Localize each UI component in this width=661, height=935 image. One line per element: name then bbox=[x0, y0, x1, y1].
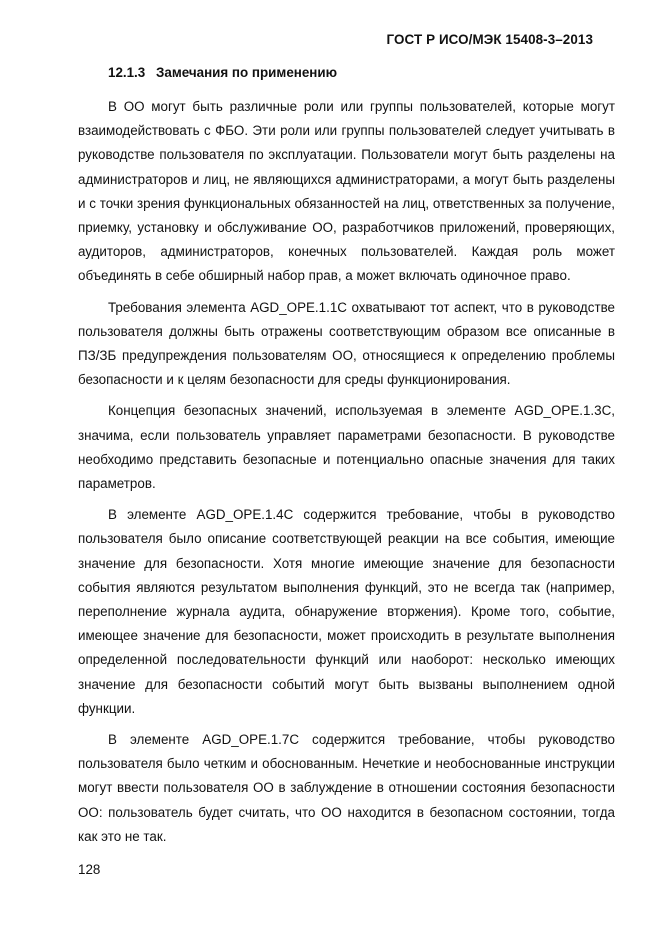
paragraph-5: В элементе AGD_OPE.1.7C содержится требование, чтобы руководство пользователя было четким и обоснованным. Нечеткие и необоснованные инструкции могут ввести пользователя ОО в заблуждение в отношении состояния безопасности ОО: пользователь будет считать, что ОО находится в безопасном состоянии, тогда как это не так. bbox=[78, 732, 615, 844]
section-title-text: Замечания по применению bbox=[156, 65, 338, 80]
section-heading bbox=[108, 65, 337, 80]
body-text bbox=[78, 95, 615, 856]
paragraph-1: В ОО могут быть различные роли или группы пользователей, которые могут взаимодействовать с ФБО. Эти роли или группы пользователей следует учитывать в руководстве пользователя по эксплуатации. Пользователи могут быть разделены на администраторов и лиц, не являющихся администраторами, а могут быть разделены и с точки зрения функциональных обязанностей на лиц, ответственных за получение, приемку, установку и обслуживание ОО, разработчиков приложений, проверяющих, аудиторов, администраторов, конечных пользователей. Каждая роль может объединять в себе обширный набор прав, а может включать одиночное право. bbox=[78, 99, 615, 284]
paragraph-4: В элементе AGD_OPE.1.4C содержится требование, чтобы в руководство пользователя было описание соответствующей реакции на все события, имеющие значение для безопасности. Хотя многие имеющие значение для безопасности события являются результатом выполнения функций, это не всегда так (например, переполнение журнала аудита, обнаружение вторжения). Кроме того, событие, имеющее значение для безопасности, может происходить в результате выполнения определенной последовательности функций или наоборот: несколько имеющих значение для безопасности событий могут быть вызваны выполнением одной функции. bbox=[78, 507, 615, 716]
section-number: 12.1.3 bbox=[108, 65, 146, 80]
page-number: 128 bbox=[78, 862, 101, 877]
paragraph-3: Концепция безопасных значений, используемая в элементе AGD_OPE.1.3C, значима, если пользователь управляет параметрами безопасности. В руководстве необходимо представить безопасные и потенциально опасные значения для таких параметров. bbox=[78, 403, 615, 492]
paragraph-2: Требования элемента AGD_OPE.1.1C охватывают тот аспект, что в руководстве пользователя должны быть отражены соответствующим образом все описанные в ПЗ/ЗБ предупреждения пользователям ОО, относящиеся к определению проблемы безопасности и к целям безопасности для среды функционирования. bbox=[78, 299, 615, 388]
running-header: ГОСТ Р ИСО/МЭК 15408-3–2013 bbox=[386, 32, 593, 47]
